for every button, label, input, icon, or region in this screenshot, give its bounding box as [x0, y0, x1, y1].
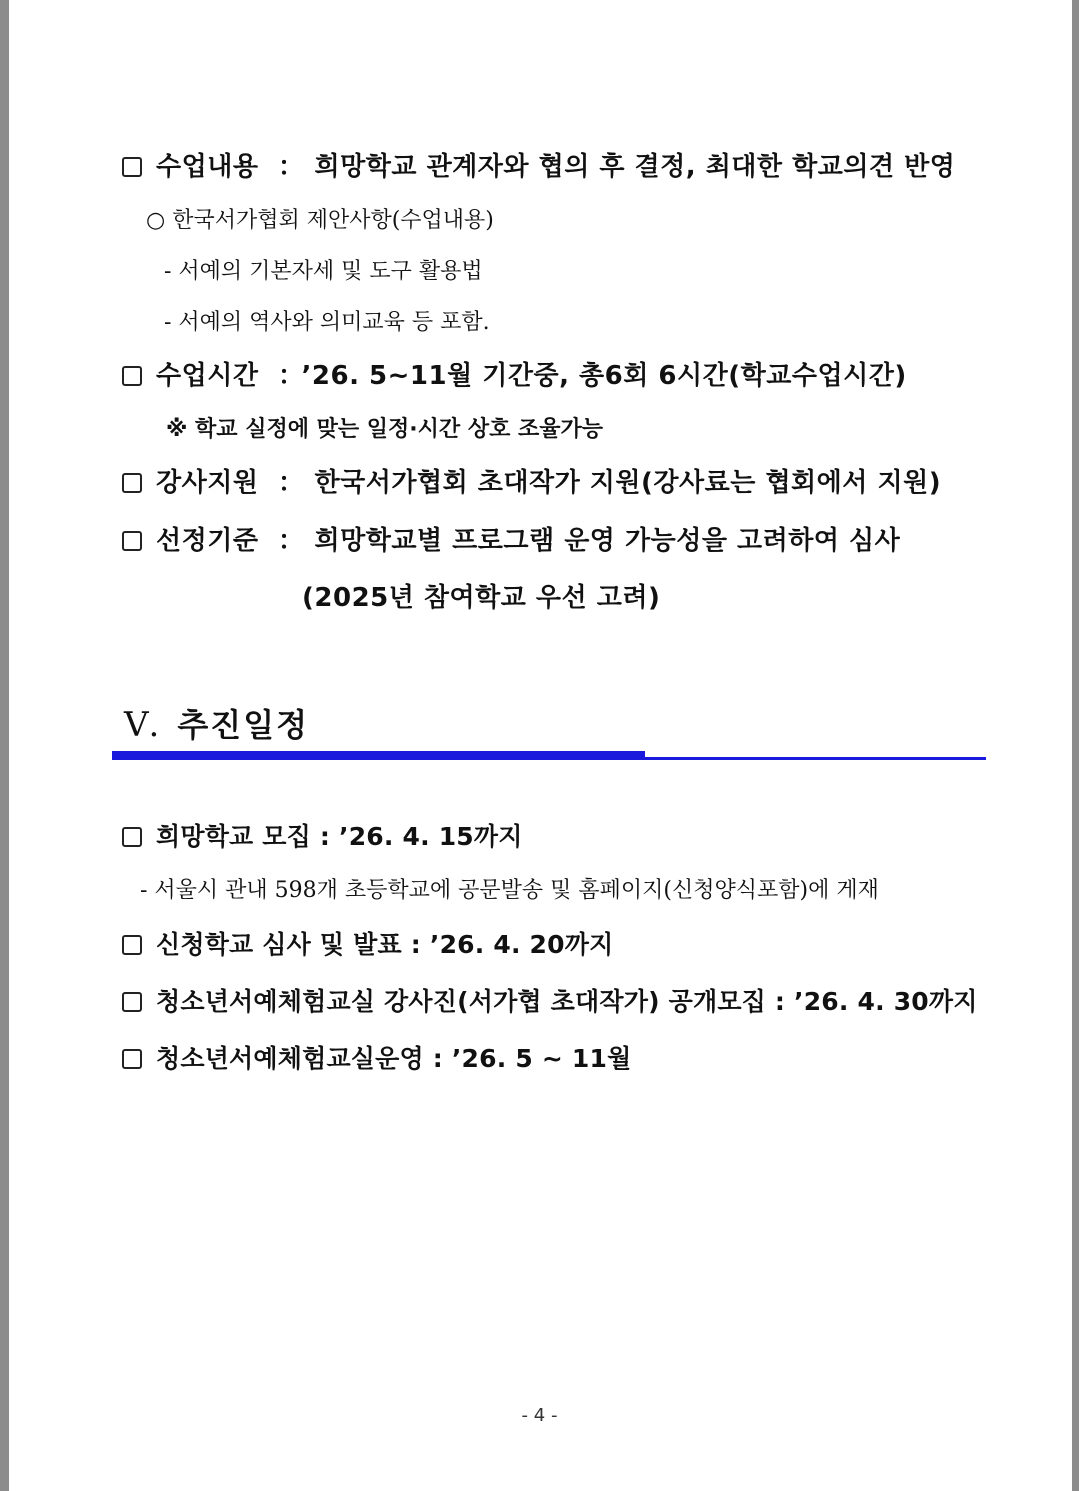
left-frame-border [0, 0, 9, 1491]
lesson-time-note: ※ 학교 실정에 맞는 일정·시간 상호 조율가능 [166, 417, 603, 442]
checkbox-square-icon [122, 157, 142, 177]
criteria-text-continued: (2025년 참여학교 우선 고려) [302, 583, 661, 613]
right-frame-border [1072, 0, 1079, 1491]
checkbox-square-icon [122, 366, 142, 386]
schedule-item [122, 925, 613, 961]
lesson-time-text: ’26. 5~11월 기간중, 총6회 6시간(학교수업시간) [301, 361, 907, 391]
separator: ： [278, 361, 292, 391]
checkbox-square-icon [122, 1049, 142, 1069]
lesson-time-row [122, 355, 907, 392]
section-heading [124, 700, 309, 746]
schedule-item [122, 1039, 631, 1075]
separator: ： [278, 526, 305, 556]
heading-underline-thin [645, 757, 986, 760]
schedule-item-text: 희망학교 모집 : ’26. 4. 15까지 [156, 822, 523, 851]
heading-underline-thick [112, 751, 645, 760]
schedule-item [122, 982, 978, 1018]
schedule-item-text: 청소년서예체험교실운영 : ’26. 5 ~ 11월 [156, 1044, 632, 1073]
schedule-item-text: 신청학교 심사 및 발표 : ’26. 4. 20까지 [156, 930, 614, 959]
section-number: Ⅴ. [124, 705, 160, 745]
instructor-label: 강사지원 [156, 468, 259, 498]
proposal-item: - 서예의 역사와 의미교육 등 포함. [164, 310, 490, 335]
checkbox-square-icon [122, 473, 142, 493]
lesson-content-text: 희망학교 관계자와 협의 후 결정, 최대한 학교의견 반영 [314, 152, 956, 182]
lesson-content-row [122, 146, 955, 183]
criteria-label: 선정기준 [156, 526, 259, 556]
lesson-content-label: 수업내용 [156, 152, 259, 182]
schedule-item-text: 청소년서예체험교실 강사진(서가협 초대작가) 공개모집 : ’26. 4. 30까지 [156, 987, 978, 1016]
separator: ： [278, 468, 305, 498]
criteria-row [122, 520, 900, 557]
checkbox-square-icon [122, 531, 142, 551]
lesson-time-label: 수업시간 [156, 361, 259, 391]
schedule-item [122, 817, 523, 853]
checkbox-square-icon [122, 992, 142, 1012]
proposal-subtitle: ○ 한국서가협회 제안사항(수업내용) [146, 208, 494, 233]
instructor-row [122, 462, 941, 499]
separator: ： [278, 152, 305, 182]
section-title: 추진일정 [177, 706, 310, 744]
schedule-item-sub: - 서울시 관내 598개 초등학교에 공문발송 및 홈페이지(신청양식포함)에 게재 [140, 878, 879, 903]
proposal-item: - 서예의 기본자세 및 도구 활용법 [164, 259, 483, 284]
criteria-text: 희망학교별 프로그램 운영 가능성을 고려하여 심사 [314, 526, 901, 556]
instructor-text: 한국서가협회 초대작가 지원(강사료는 협회에서 지원) [314, 468, 942, 498]
checkbox-square-icon [122, 827, 142, 847]
page-number: - 4 - [521, 1405, 558, 1426]
checkbox-square-icon [122, 935, 142, 955]
